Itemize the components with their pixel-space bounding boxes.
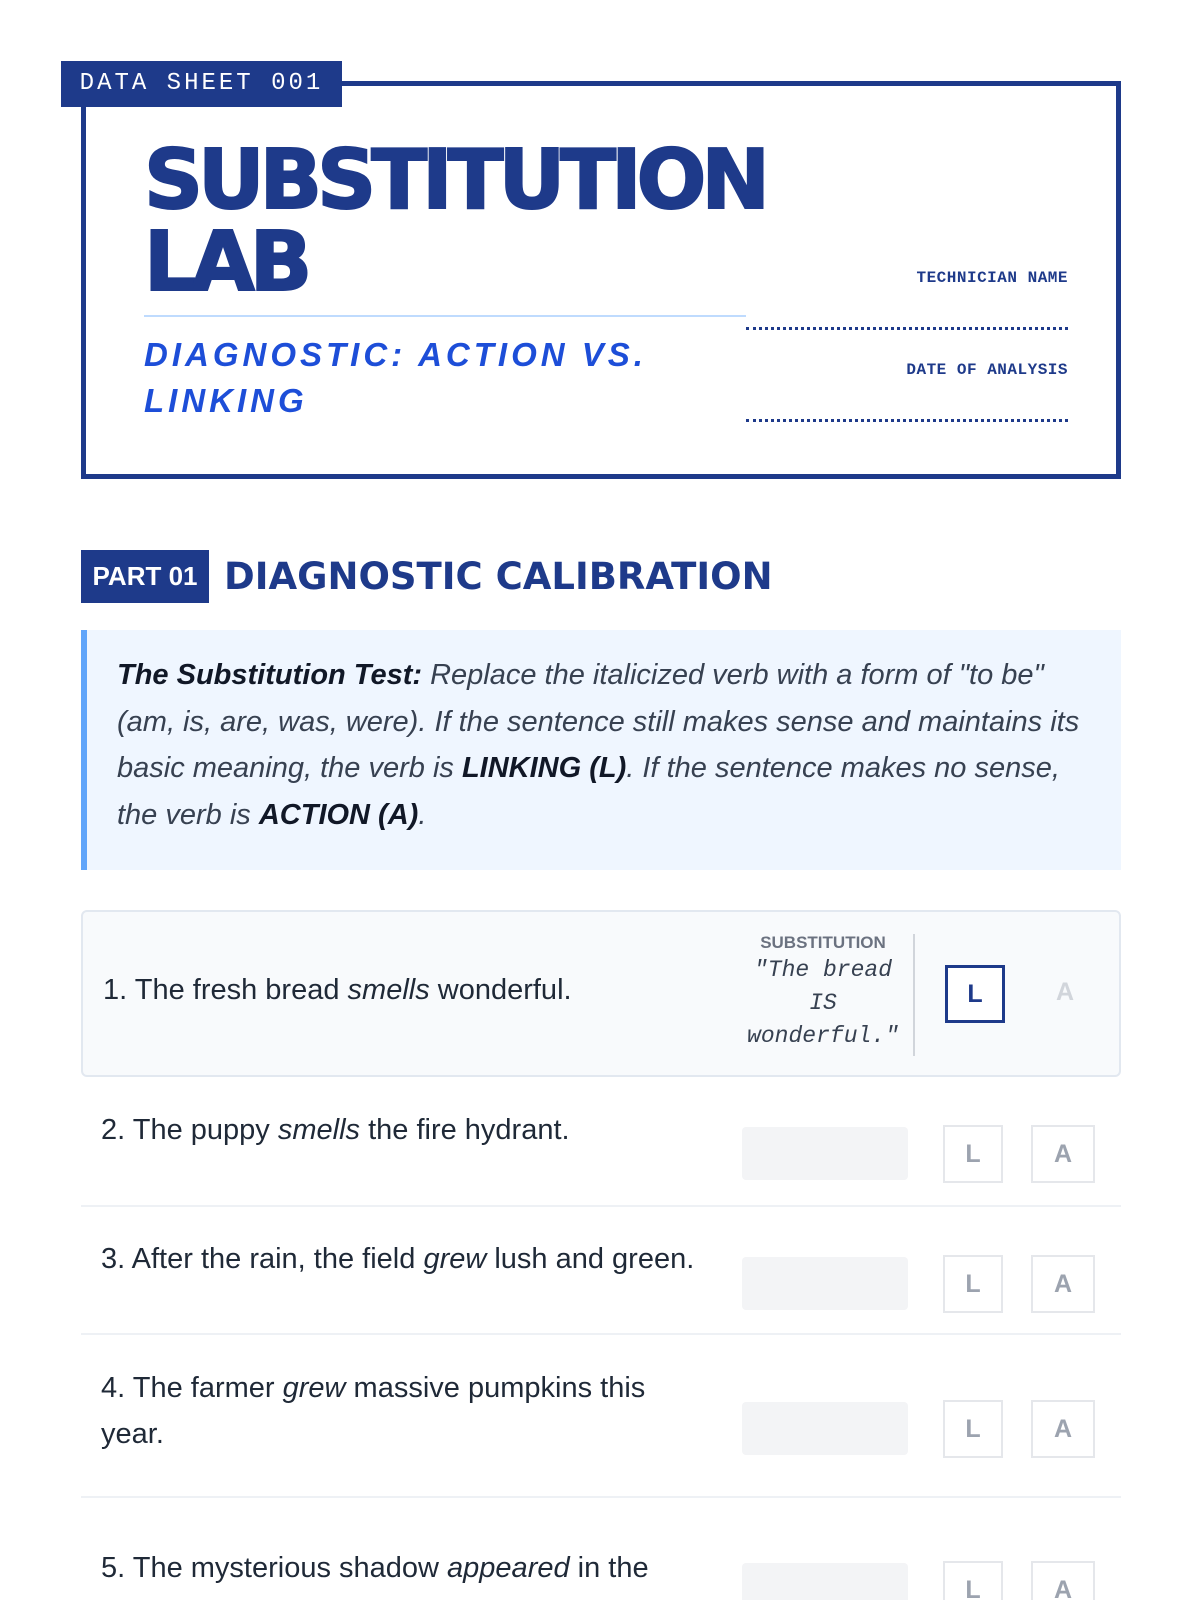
linking-option[interactable]: L [943,1255,1003,1313]
sentence-before: The mysterious shadow [132,1552,439,1584]
italic-verb: grew [282,1372,346,1404]
sentence-before: The fresh bread [134,974,340,1006]
date-of-analysis-label: DATE OF ANALYSIS [906,361,1068,379]
instructions-action: ACTION (A) [258,798,419,831]
technician-name-label: TECHNICIAN NAME [916,269,1068,287]
instructions-text-2: . If the sentence makes no sense, the verb is [117,752,1060,831]
linking-option[interactable]: L [943,1561,1003,1600]
action-option[interactable]: A [1031,1400,1095,1458]
part-badge: PART 01 [81,550,209,603]
linking-option-selected[interactable]: L [945,965,1005,1023]
exercise-row-2 [81,1077,1121,1207]
sentence-after: massive pumpkins this year. [101,1372,646,1450]
exercise-sentence [101,1236,701,1282]
title-line-1: SUBSTITUTION [144,133,765,228]
italic-verb: grew [423,1243,487,1275]
sentence-after: wonderful. [437,974,572,1006]
sheet-tag: DATA SHEET 001 [61,61,342,107]
action-option[interactable]: A [1031,1125,1095,1183]
item-number: 5. [101,1552,126,1584]
sentence-after: lush and green. [494,1243,695,1275]
exercise-row-1 [81,910,1121,1077]
instructions-linking: LINKING (L) [461,752,627,784]
instructions-lead: The Substitution Test: [117,659,423,691]
italic-verb: smells [277,1114,361,1146]
substitution-example [733,932,913,1053]
substitution-text: "The bread IS wonderful." [747,957,899,1049]
substitution-input[interactable] [742,1127,908,1180]
exercise-sentence [101,1107,701,1153]
instructions-callout [81,630,1121,870]
sentence-after: the fire hydrant. [368,1114,570,1146]
part-title: DIAGNOSTIC CALIBRATION [224,555,773,598]
sentence-after: in the [577,1552,649,1584]
exercise-row-4 [81,1335,1121,1498]
exercise-sentence [101,1545,701,1591]
item-number: 4. [101,1372,126,1404]
linking-option[interactable]: L [943,1400,1003,1458]
linking-option[interactable]: L [943,1125,1003,1183]
action-option[interactable]: A [1031,1561,1095,1600]
header-card [81,81,1121,479]
substitution-input[interactable] [742,1563,908,1600]
page-title [144,133,765,310]
item-number: 2. [101,1114,126,1146]
sentence-before: The puppy [132,1114,270,1146]
title-divider [144,315,746,317]
italic-verb: smells [347,974,430,1006]
exercise-row-3 [81,1207,1121,1335]
instructions-text-3: . [418,798,427,831]
exercise-sentence [103,967,703,1013]
action-option[interactable]: A [1031,1255,1095,1313]
technician-name-field[interactable] [746,269,1068,330]
title-line-2: LAB [144,215,308,310]
sentence-before: The farmer [132,1372,275,1404]
instructions-text-1: Replace the italicized verb with a form of "to be" (am, is, are, was, were). If the sentence still makes sense and maintains its basic meaning, the verb is [117,659,1080,784]
action-option[interactable]: A [1055,978,1075,1006]
date-of-analysis-field[interactable] [746,361,1068,422]
substitution-input[interactable] [742,1257,908,1310]
substitution-label: SUBSTITUTION [760,933,886,952]
italic-verb: appeared [447,1552,570,1584]
exercise-row-5 [81,1498,1121,1600]
substitution-input[interactable] [742,1402,908,1455]
sentence-before: After the rain, the field [131,1243,416,1275]
page-subtitle: DIAGNOSTIC: ACTION VS. LINKING [144,336,647,419]
item-number: 1. [103,974,128,1006]
item-number: 3. [101,1243,126,1275]
exercise-sentence [101,1365,681,1457]
